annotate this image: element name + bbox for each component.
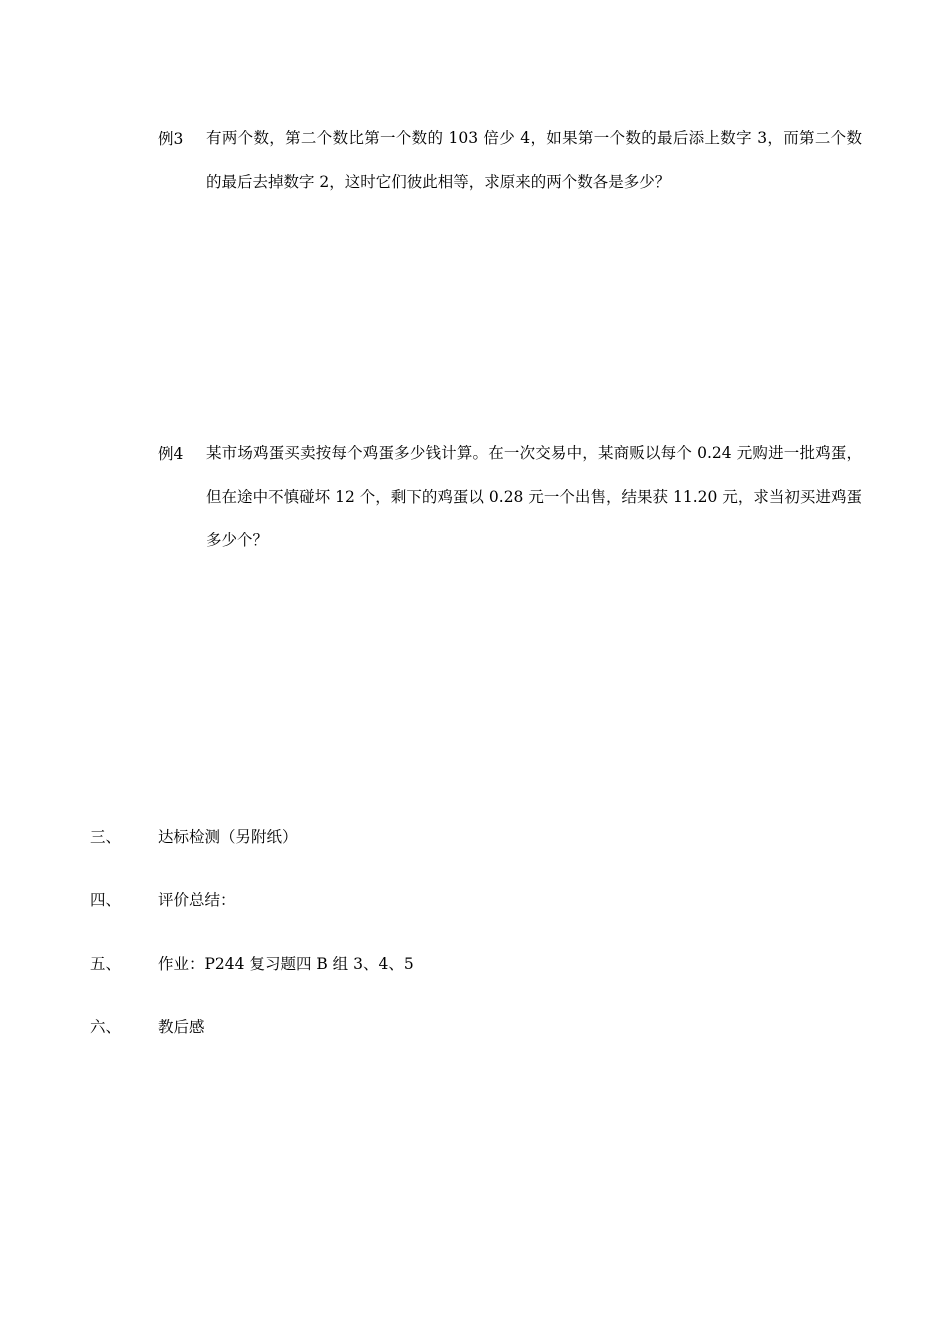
section-four	[90, 889, 236, 911]
section-six-text: 教后感	[158, 1018, 205, 1036]
section-five-number: 五、	[90, 955, 122, 973]
section-three	[90, 826, 298, 848]
section-three-text: 达标检测（另附纸）	[158, 828, 298, 846]
example-4	[158, 443, 862, 563]
section-four-text: 评价总结：	[158, 891, 236, 909]
example-3-text: 有两个数，第二个数比第一个数的 103 倍少 4，如果第一个数的最后添上数字 3，而第二个数的最后去掉数字 2，这时它们彼此相等，求原来的两个数各是多少？	[206, 129, 862, 191]
section-five	[90, 953, 414, 975]
section-six	[90, 1016, 205, 1038]
section-six-number: 六、	[90, 1018, 122, 1036]
example-4-text: 某市场鸡蛋买卖按每个鸡蛋多少钱计算。在一次交易中，某商贩以每个 0.24 元购进一批鸡蛋，但在途中不慎碰坏 12 个，剩下的鸡蛋以 0.28 元一个出售，结果获 11.20 元，求当初买进鸡蛋多少个？	[206, 444, 862, 550]
example-3-label: 例3	[158, 130, 184, 148]
section-three-number: 三、	[90, 828, 122, 846]
section-four-number: 四、	[90, 891, 122, 909]
example-3	[158, 128, 862, 204]
section-five-text: 作业：P244 复习题四 B 组 3、4、5	[158, 955, 414, 973]
example-4-label: 例4	[158, 445, 184, 463]
